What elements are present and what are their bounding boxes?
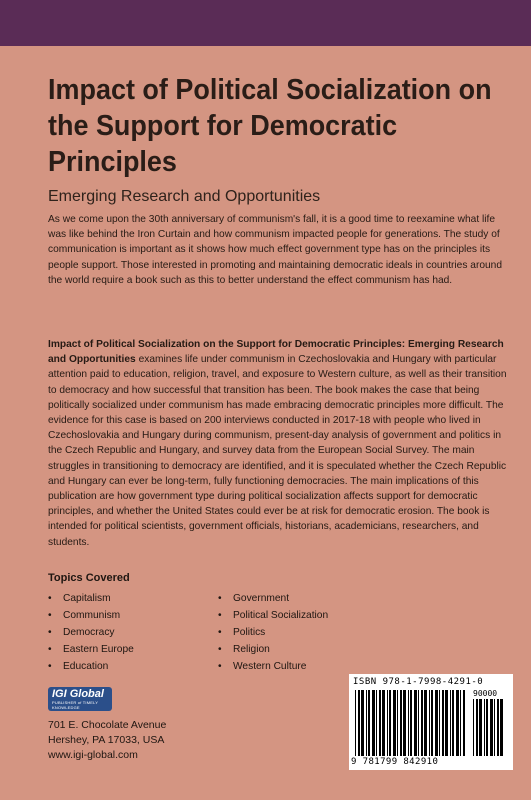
- barcode-bar: [408, 690, 409, 756]
- barcode-bar: [460, 690, 461, 756]
- topic-item: [48, 607, 218, 624]
- topic-label: Communism: [63, 610, 121, 621]
- barcode-bar: [358, 690, 360, 756]
- barcode-bar: [418, 690, 419, 756]
- barcode-bar: [484, 699, 485, 756]
- topic-item: [48, 590, 218, 607]
- publisher-logo: [48, 687, 112, 711]
- barcode-bar: [490, 699, 493, 756]
- barcode-bar: [429, 690, 430, 756]
- intro-paragraph: As we come upon the 30th anniversary of communism's fall, it is a good time to reexamine what life was like behind the Iron Curtain and how communism impacted people for generations. The study of communication is important as it shows how much effect government type has on the principles its people support. Those interested in promoting and maintaining democratic ideals in countries around the world require a book such as this to better understand the effect communism has had.: [48, 214, 502, 286]
- isbn-barcode: [349, 674, 513, 770]
- bullet-icon: •: [218, 593, 222, 604]
- topic-item: [48, 658, 218, 675]
- barcode-bar: [497, 699, 499, 756]
- logo-tagline: PUBLISHER of TIMELY KNOWLEDGE: [52, 700, 99, 710]
- topic-item: [48, 624, 218, 641]
- bullet-icon: •: [218, 627, 222, 638]
- back-cover-content: [48, 72, 507, 672]
- topic-label: Government: [233, 593, 290, 604]
- barcode-bar: [376, 690, 377, 756]
- barcode-digits: 9 781799 842910: [351, 757, 439, 767]
- bullet-icon: •: [48, 610, 52, 621]
- topic-label: Capitalism: [63, 593, 111, 604]
- barcode-bar: [361, 690, 364, 756]
- barcode-bar: [387, 690, 388, 756]
- price-code: 90000: [473, 689, 498, 698]
- publisher-website: www.igi-global.com: [48, 749, 138, 761]
- barcode-bar: [368, 690, 370, 756]
- barcode-bar: [463, 690, 465, 756]
- isbn-text: ISBN 978-1-7998-4291-0: [353, 677, 484, 687]
- barcode-bar: [476, 699, 478, 756]
- barcode-bars: [355, 690, 467, 756]
- barcode-bar: [494, 699, 495, 756]
- barcode-bar: [421, 690, 423, 756]
- barcode-bar: [500, 699, 503, 756]
- topic-label: Education: [63, 661, 109, 672]
- barcode-bar: [450, 690, 451, 756]
- topic-item: [218, 607, 418, 624]
- topic-item: [218, 590, 418, 607]
- topic-label: Eastern Europe: [63, 644, 134, 655]
- topic-item: [218, 624, 418, 641]
- barcode-bar: [393, 690, 396, 756]
- barcode-bar: [473, 699, 474, 756]
- barcode-bar: [372, 690, 375, 756]
- barcode-bar: [366, 690, 367, 756]
- barcode-bar: [424, 690, 427, 756]
- barcode-bar: [382, 690, 385, 756]
- barcode-bar: [389, 690, 391, 756]
- book-title: Impact of Political Socialization on the Support for Democratic Principles: [48, 74, 492, 178]
- barcode-bar: [486, 699, 488, 756]
- barcode-bar: [414, 690, 417, 756]
- barcode-bar: [397, 690, 398, 756]
- topics-list: [48, 590, 488, 675]
- bullet-icon: •: [218, 610, 222, 621]
- bullet-icon: •: [48, 593, 52, 604]
- publisher-address: [48, 718, 166, 763]
- barcode-bar: [442, 690, 444, 756]
- topic-item: [48, 641, 218, 658]
- barcode-bar: [403, 690, 406, 756]
- bullet-icon: •: [218, 661, 222, 672]
- description-body: examines life under communism in Czechoslovakia and Hungary with particular attention paid to education, religion, travel, and exposure to Western culture, as well as their transition to democracy and how successful that transition has been. The book makes the case that being politically socialized under communism has made embracing democratic principles more difficult. The evidence for this case is based on 200 interviews conducted in 2017-18 with people who lived in Czechoslovakia and Hungary during communism, present-day analysis of government and politics in the Czech Republic and Hungary, and survey data from the European Social Survey. The main struggles in transitioning to democracy are identified, and it is speculated whether the Czech Republic and Hungary can ever be long-term, fully functioning democracies. The main implications of this publication are how government type during political socialization affects support for democratic principles, and whether the United States could ever be at risk for democratic erosion. The book is intended for political scientists, government officials, historians, academicians, researchers, and students.: [48, 354, 507, 548]
- barcode-bar: [379, 690, 381, 756]
- barcode-bar: [445, 690, 448, 756]
- bullet-icon: •: [48, 644, 52, 655]
- barcode-bar: [410, 690, 412, 756]
- topic-item: [218, 658, 418, 675]
- barcode-bar: [452, 690, 454, 756]
- barcode-bar: [431, 690, 433, 756]
- logo-name: IGI Global: [52, 688, 104, 700]
- bullet-icon: •: [48, 661, 52, 672]
- address-line-2: Hershey, PA 17033, USA: [48, 734, 165, 746]
- topics-heading: Topics Covered: [48, 572, 130, 584]
- address-line-1: 701 E. Chocolate Avenue: [48, 719, 167, 731]
- barcode-bar: [400, 690, 402, 756]
- topic-label: Religion: [233, 644, 270, 655]
- topic-label: Political Socialization: [233, 610, 329, 621]
- bullet-icon: •: [48, 627, 52, 638]
- barcode-bar: [355, 690, 356, 756]
- topic-label: Democracy: [63, 627, 115, 638]
- barcode-bar: [439, 690, 440, 756]
- topic-label: Politics: [233, 627, 266, 638]
- bullet-icon: •: [218, 644, 222, 655]
- description-bold-lead: Impact of Political Socialization on the Support for Democratic Principles: Emerging Research and Opportunities: [48, 339, 504, 366]
- barcode-bar: [479, 699, 482, 756]
- book-subtitle: Emerging Research and Opportunities: [48, 188, 321, 205]
- barcode-bar: [456, 690, 459, 756]
- topic-label: Western Culture: [233, 661, 307, 672]
- description-paragraph: [48, 337, 508, 550]
- barcode-addon-bars: [473, 699, 507, 756]
- barcode-bar: [435, 690, 438, 756]
- topic-item: [218, 641, 418, 658]
- top-color-band: [0, 0, 531, 46]
